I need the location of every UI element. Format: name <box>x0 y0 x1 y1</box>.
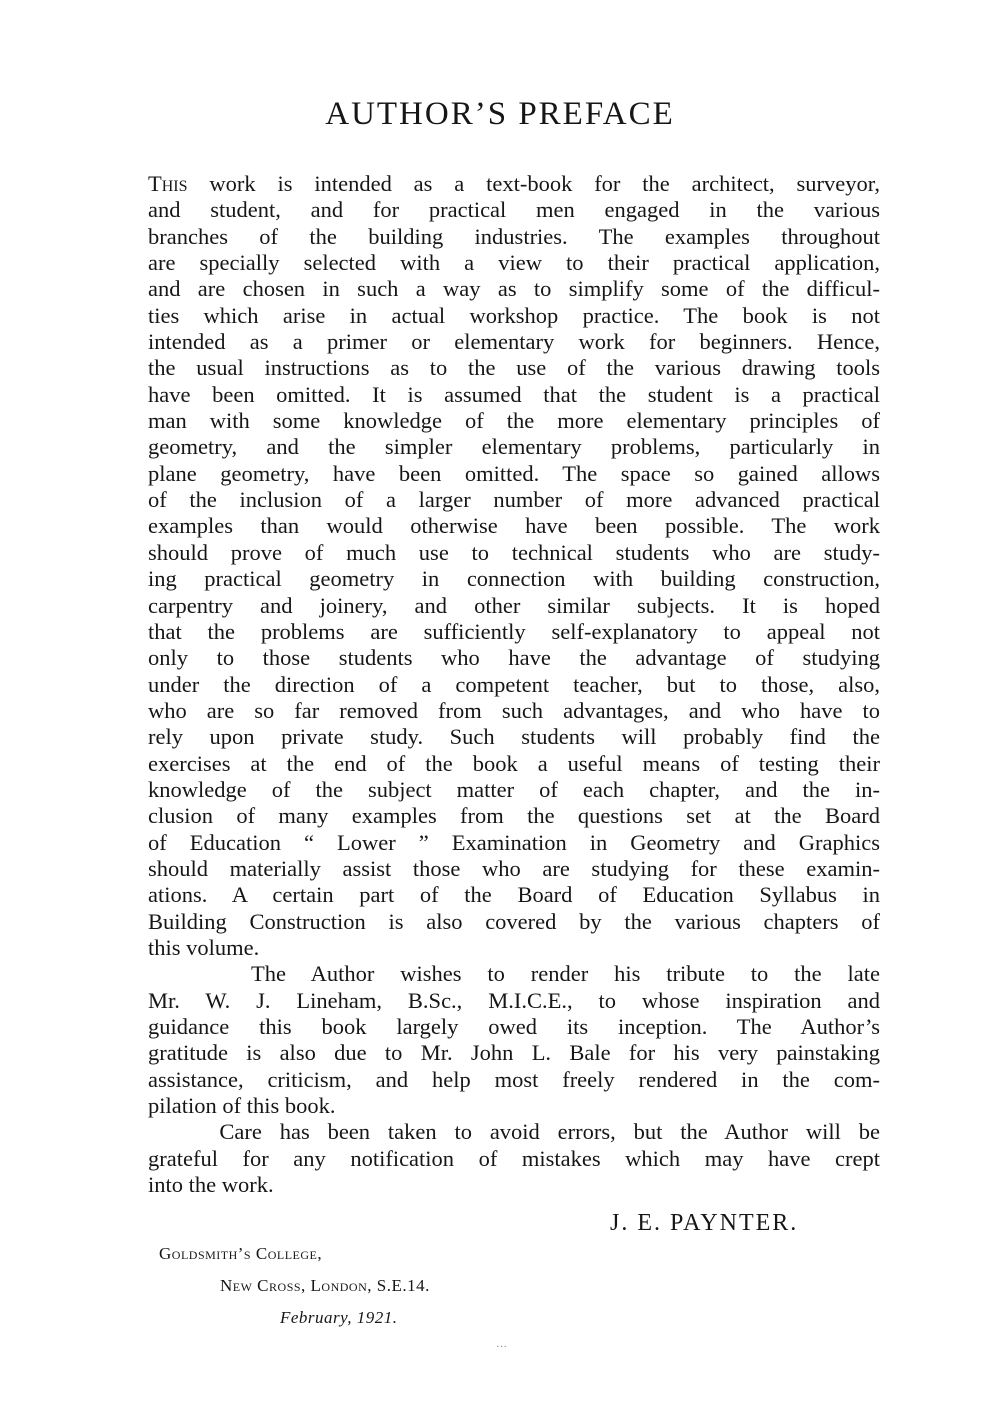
text-line: intended as a primer or elementary work for beginners. Hence, <box>148 329 880 355</box>
text-line: are specially selected with a view to their practical application, <box>148 250 880 276</box>
text-line: guidance this book largely owed its inception. The Author’s <box>148 1014 880 1039</box>
text-line: Mr. W. J. Lineham, B.Sc., M.I.C.E., to whose inspiration and <box>148 987 880 1013</box>
text-line: rely upon private study. Such students will probably find the <box>148 724 880 750</box>
text-line: and are chosen in such a way as to simplify some of the difficul- <box>148 276 880 302</box>
address-line-date: February, 1921. <box>280 1308 398 1327</box>
page-mark: … <box>496 1338 508 1350</box>
text-line: this volume. <box>148 934 260 960</box>
text-line: gratitude is also due to Mr. John L. Bale for his very painstaking <box>148 1040 880 1066</box>
text-line: ties which arise in actual workshop practice. The book is not <box>148 302 880 328</box>
paragraph-3 <box>148 1119 880 1198</box>
text-line: clusion of many examples from the questions set at the Board <box>148 803 880 829</box>
text-line: pilation of this book. <box>148 1093 336 1119</box>
author-signature: J. E. PAYNTER. <box>610 1210 799 1236</box>
text-line: man with some knowledge of the more elementary principles of <box>148 408 880 434</box>
text-line: examples than would otherwise have been possible. The work <box>148 513 880 539</box>
paragraph-2 <box>148 961 880 1119</box>
text-line: This work is intended as a text-book for the architect, surveyor, <box>148 171 880 196</box>
preface-body <box>148 171 880 1198</box>
text-line: should prove of much use to technical students who are study- <box>148 539 880 565</box>
paragraph-1 <box>148 171 880 961</box>
text-line: Building Construction is also covered by the various chapters of <box>148 908 880 934</box>
address-line-location: New Cross, London, S.E.14. <box>220 1276 430 1295</box>
text-line: plane geometry, have been omitted. The space so gained allows <box>148 460 880 486</box>
text-line: carpentry and joinery, and other similar subjects. It is hoped <box>148 592 880 618</box>
text-line: and student, and for practical men engaged in the various <box>148 197 880 223</box>
text-line: of the inclusion of a larger number of more advanced practical <box>148 487 880 513</box>
text-line: under the direction of a competent teacher, but to those, also, <box>148 671 880 697</box>
address-line-college: Goldsmith’s College, <box>159 1244 323 1263</box>
text-line: The Author wishes to render his tribute to the late <box>148 961 880 987</box>
text-line: that the problems are sufficiently self-explanatory to appeal not <box>148 618 880 644</box>
first-word: This <box>148 171 188 196</box>
text-line: geometry, and the simpler elementary problems, particularly in <box>148 434 880 460</box>
text-line: of Education “ Lower ” Examination in Geometry and Graphics <box>148 829 880 855</box>
text-line: have been omitted. It is assumed that the student is a practical <box>148 381 880 407</box>
text-line: Care has been taken to avoid errors, but the Author will be <box>148 1119 880 1145</box>
text-line: into the work. <box>148 1172 274 1198</box>
text-line: the usual instructions as to the use of the various drawing tools <box>148 355 880 381</box>
text-line: only to those students who have the advantage of studying <box>148 645 880 671</box>
text-line: who are so far removed from such advantages, and who have to <box>148 697 880 723</box>
text-line: should materially assist those who are studying for these examin- <box>148 855 880 881</box>
text-line: grateful for any notification of mistakes which may have crept <box>148 1145 880 1171</box>
text-line: branches of the building industries. The examples throughout <box>148 223 880 249</box>
text-line: assistance, criticism, and help most freely rendered in the com- <box>148 1066 880 1092</box>
text-line: exercises at the end of the book a useful means of testing their <box>148 750 880 776</box>
text-line: ations. A certain part of the Board of Education Syllabus in <box>148 882 880 908</box>
text-line: knowledge of the subject matter of each chapter, and the in- <box>148 776 880 802</box>
page-title: AUTHOR’S PREFACE <box>325 96 675 132</box>
text-line: ing practical geometry in connection with building construction, <box>148 566 880 592</box>
